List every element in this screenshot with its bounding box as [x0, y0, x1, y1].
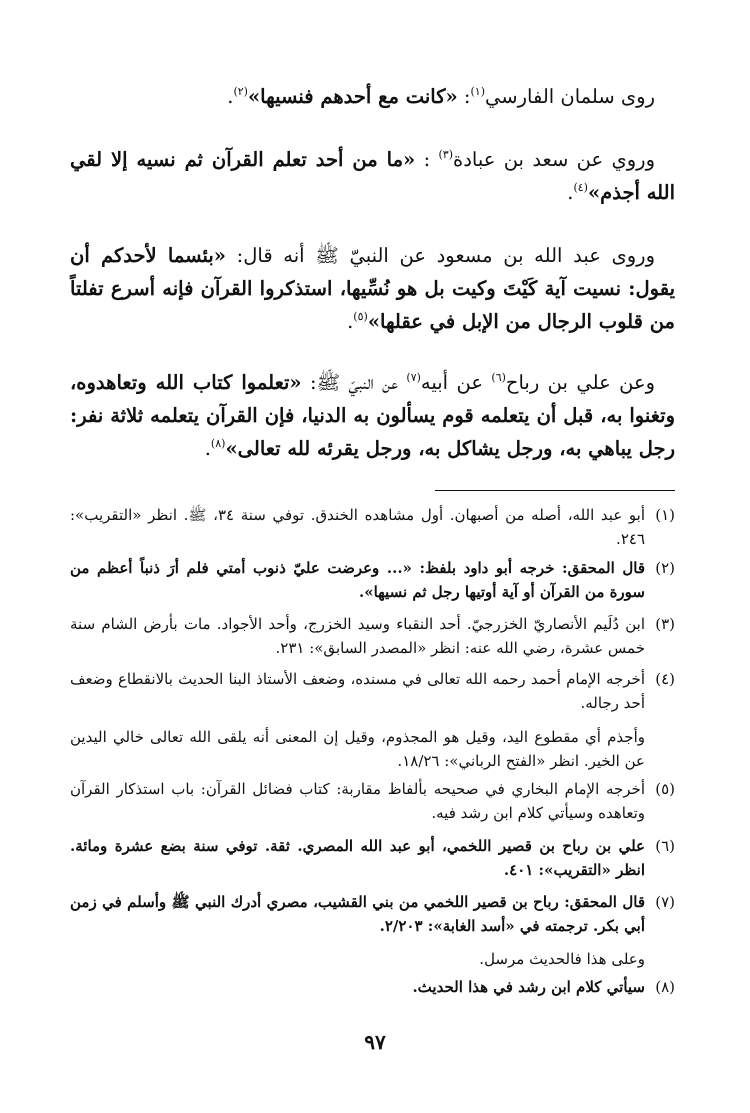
- paragraph-intro: روى سلمان الفارسي: [485, 85, 655, 108]
- footnote-text: أبو عبد الله، أصله من أصبهان. أول مشاهده الخندق. توفي سنة ٣٤، ﷺ. انظر «التقريب»: ٢٤٦.: [70, 506, 645, 548]
- footnote-ref: (٢): [233, 85, 248, 98]
- paragraph-ali-ibn-rabah: [70, 366, 675, 465]
- footnote-2: [70, 556, 675, 604]
- end-mark: .: [347, 310, 354, 333]
- footnote-4-continuation: [70, 725, 675, 773]
- footnote-ref: (٦): [491, 371, 506, 384]
- paragraph-intro: وروي عن سعد بن عبادة: [453, 148, 655, 171]
- paragraph-intro: وروى عبد الله بن مسعود عن النبيّ ﷺ أنه قال:: [226, 244, 655, 267]
- hadith-quote: «ما من أحد تعلم القرآن ثم نسيه إلا لقي الله أجذم»: [70, 148, 675, 204]
- footnote-ref: (٨): [210, 437, 226, 450]
- footnote-text: أخرجه الإمام البخاري في صحيحه بألفاظ مقاربة: كتاب فضائل القرآن: باب استذكار القرآن وتعاهده وسيأتي كلام ابن رشد فيه.: [70, 780, 645, 822]
- separator: :: [415, 148, 439, 171]
- footnote-4: [70, 667, 675, 715]
- footnote-7-continuation: [70, 947, 675, 971]
- footnote-ref: (١): [470, 85, 485, 98]
- footnote-3: [70, 612, 675, 660]
- footnote-7: [70, 890, 675, 938]
- footnote-8: [70, 975, 675, 999]
- footnote-text: سيأتي كلام ابن رشد في هذا الحديث.: [412, 978, 645, 996]
- footnote-number: (٦): [655, 837, 675, 855]
- footnote-number: (٢): [655, 559, 675, 577]
- hadith-quote: «كانت مع أحدهم فنسيها»: [247, 85, 458, 108]
- end-mark: .: [227, 85, 234, 108]
- footnote-divider: [435, 490, 675, 491]
- footnote-5: [70, 777, 675, 825]
- footnote-text: ابن دُلَيم الأنصاريّ الخزرجيّ. أحد النقباء وسيد الخزرج، وأحد الأجواد. مات بأرض الشام سنة خمس عشرة، رضي الله عنه: انظر «المصدر السابق»: ٢٣١.: [70, 615, 645, 657]
- footnote-ref: (٧): [406, 371, 421, 384]
- footnote-1: [70, 503, 675, 551]
- footnote-text: قال المحقق: خرجه أبو داود بلفظ: «... وعرضت عليّ ذنوب أمتي فلم أرَ ذنباً أعظم من سورة من القرآن أو آية أوتيها رجل ثم نسيها».: [70, 559, 645, 601]
- footnote-number: (٣): [655, 615, 675, 633]
- footnote-6: [70, 834, 675, 882]
- footnote-text: وأجذم أي مقطوع اليد، وقيل هو المجذوم، وقيل إن المعنى أنه يلقى الله تعالى خالي اليدين عن الخير. انظر «الفتح الرباني»: ١٨/٢٦.: [70, 728, 645, 770]
- paragraph-intro: وعن علي بن رباح: [505, 371, 656, 394]
- footnote-number: (٨): [655, 978, 675, 996]
- paragraph-salman: [70, 80, 675, 113]
- footnote-number: (٥): [655, 780, 675, 798]
- footnote-text: علي بن رباح بن قصير اللخمي، أبو عبد الله المصري. ثقة. توفي سنة بضع عشرة ومائة. انظر «التقريب»: ٤٠١.: [70, 837, 645, 879]
- footnote-number: (٧): [655, 893, 675, 911]
- end-mark: .: [204, 437, 211, 460]
- footnote-ref: (٥): [353, 310, 368, 323]
- footnote-text: أخرجه الإمام أحمد رحمه الله تعالى في مسنده، وضعف الأستاذ البنا الحديث بالانقطاع وضعف أحد رجاله.: [70, 670, 645, 712]
- paragraph-saad: [70, 143, 675, 209]
- footnote-number: (٤): [655, 670, 675, 688]
- hadith-quote: «تعلموا كتاب الله وتعاهدوه، وتغنوا به، قبل أن يتعلمه قوم يسألون به الدنيا، فإن القرآن يتعلمه ثلاثة نفر: رجل يباهي به، ورجل يشاكل به، ورجل يقرئه لله تعالى»: [70, 371, 675, 460]
- footnote-text: قال المحقق: رباح بن قصير اللخمي من بني القشيب، مصري أدرك النبي ﷺ وأسلم في زمن أبي بكر. ترجمته في «أسد الغابة»: ٢/٢٠٣.: [70, 893, 645, 935]
- footnote-number: (١): [655, 506, 675, 524]
- paragraph-mid2: عن النبيّ ﷺ:: [301, 371, 407, 394]
- footnote-ref: (٣): [438, 148, 453, 161]
- footnote-ref: (٤): [573, 181, 588, 194]
- hadith-quote: «بئسما لأحدكم أن يقول: نسيت آية كَيْتَ وكيت بل هو نُسِّيها، استذكروا القرآن فإنه أسرع تفلتاً من قلوب الرجال من الإبل في عقلها»: [70, 244, 675, 333]
- paragraph-mid: عن أبيه: [420, 371, 492, 394]
- page-number: ٩٧: [364, 1030, 386, 1054]
- separator: :: [457, 85, 471, 108]
- paragraph-ibn-masud: [70, 239, 675, 338]
- end-mark: .: [567, 181, 574, 204]
- footnote-text: وعلى هذا فالحديث مرسل.: [479, 950, 645, 968]
